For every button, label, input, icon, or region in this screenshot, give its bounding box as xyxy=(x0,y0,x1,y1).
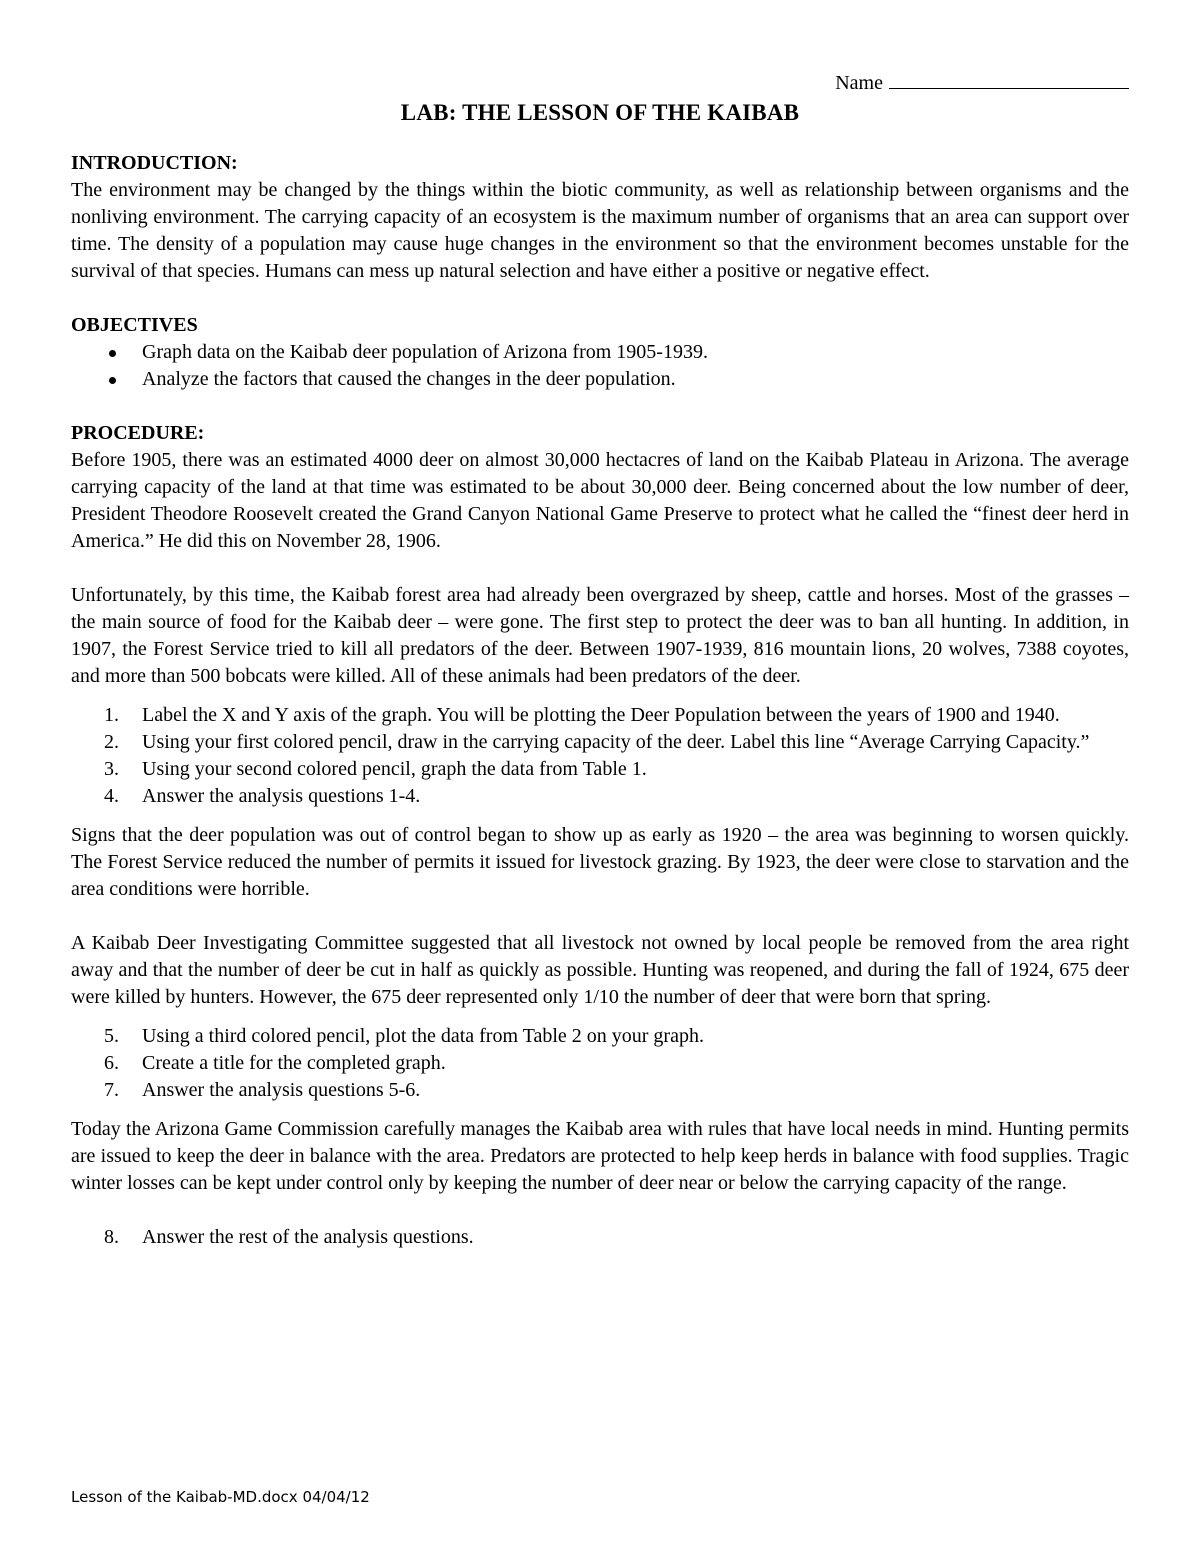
step-number: 2. xyxy=(104,731,119,753)
step-number: 1. xyxy=(104,704,119,726)
step-text: Answer the analysis questions 1-4. xyxy=(142,785,421,807)
objective-text: Analyze the factors that caused the changes in the deer population. xyxy=(142,368,676,390)
step-number: 4. xyxy=(104,785,119,807)
page-title: LAB: THE LESSON OF THE KAIBAB xyxy=(400,100,800,125)
step-text: Label the X and Y axis of the graph. You will be plotting the Deer Population between the years of 1900 and 1940. xyxy=(142,704,1060,726)
procedure-paragraph-3: Signs that the deer population was out of control began to show up as early as 1920 – the area was beginning to worsen quickly. The Forest Service reduced the number of permits it issued for livestock grazing. By 1923, the deer were close to starvation and the area conditions were horrible. xyxy=(71,824,1129,900)
steps-list-2 xyxy=(71,1023,1129,1104)
bullet-icon xyxy=(109,377,116,384)
procedure-heading: PROCEDURE: xyxy=(71,422,205,444)
objectives-heading: OBJECTIVES xyxy=(71,314,198,336)
list-item xyxy=(71,783,1129,810)
step-number: 8. xyxy=(104,1226,119,1248)
list-item xyxy=(71,1023,1129,1050)
procedure-paragraph-2: Unfortunately, by this time, the Kaibab forest area had already been overgrazed by sheep, cattle and horses. Most of the grasses – the main source of food for the Kaibab deer – were gone. The first step to protect the deer was to ban all hunting. In addition, in 1907, the Forest Service tried to kill all predators of the deer. Between 1907-1939, 816 mountain lions, 20 wolves, 7388 coyotes, and more than 500 bobcats were killed. All of these animals had been predators of the deer. xyxy=(71,584,1129,687)
list-item xyxy=(71,702,1129,729)
step-text: Using your first colored pencil, draw in the carrying capacity of the deer. Label this line “Average Carrying Capacity.” xyxy=(142,731,1090,753)
step-number: 3. xyxy=(104,758,119,780)
list-item xyxy=(71,366,1129,393)
page-footer: Lesson of the Kaibab-MD.docx 04/04/12 xyxy=(71,1488,370,1506)
name-blank-field[interactable] xyxy=(889,70,1129,89)
introduction-heading: INTRODUCTION: xyxy=(71,152,238,174)
step-text: Answer the rest of the analysis questions. xyxy=(142,1226,474,1248)
name-label: Name xyxy=(835,72,883,94)
steps-list-1 xyxy=(71,702,1129,810)
list-item xyxy=(71,1077,1129,1104)
procedure-paragraph-1: Before 1905, there was an estimated 4000 deer on almost 30,000 hectacres of land on the Kaibab Plateau in Arizona. The average carrying capacity of the land at that time was estimated to be about 30,000 deer. Being concerned about the low number of deer, President Theodore Roosevelt created the Grand Canyon National Game Preserve to protect what he called the “finest deer herd in America.” He did this on November 28, 1906. xyxy=(71,449,1129,552)
list-item xyxy=(71,756,1129,783)
name-line xyxy=(71,70,1129,98)
step-text: Create a title for the completed graph. xyxy=(142,1052,446,1074)
objective-text: Graph data on the Kaibab deer population of Arizona from 1905-1939. xyxy=(142,341,708,363)
document-body xyxy=(71,70,1129,1251)
step-text: Using a third colored pencil, plot the data from Table 2 on your graph. xyxy=(142,1025,704,1047)
list-item xyxy=(71,1050,1129,1077)
step-number: 5. xyxy=(104,1025,119,1047)
step-number: 6. xyxy=(104,1052,119,1074)
step-text: Answer the analysis questions 5-6. xyxy=(142,1079,421,1101)
introduction-paragraph: The environment may be changed by the things within the biotic community, as well as relationship between organisms and the nonliving environment. The carrying capacity of an ecosystem is the maximum number of organisms that an area can support over time. The density of a population may cause huge changes in the environment so that the environment becomes unstable for the survival of that species. Humans can mess up natural selection and have either a positive or negative effect. xyxy=(71,179,1129,282)
steps-list-3 xyxy=(71,1224,1129,1251)
bullet-icon xyxy=(109,350,116,357)
objectives-list xyxy=(71,339,1129,393)
step-number: 7. xyxy=(104,1079,119,1101)
list-item xyxy=(71,1224,1129,1251)
list-item xyxy=(71,729,1129,756)
procedure-paragraph-5: Today the Arizona Game Commission carefully manages the Kaibab area with rules that have local needs in mind. Hunting permits are issued to keep the deer in balance with the area. Predators are protected to help keep herds in balance with food supplies. Tragic winter losses can be kept under control only by keeping the number of deer near or below the carrying capacity of the range. xyxy=(71,1118,1129,1194)
list-item xyxy=(71,339,1129,366)
procedure-paragraph-4: A Kaibab Deer Investigating Committee suggested that all livestock not owned by local people be removed from the area right away and that the number of deer be cut in half as quickly as possible. Hunting was reopened, and during the fall of 1924, 675 deer were killed by hunters. However, the 675 deer represented only 1/10 the number of deer that were born that spring. xyxy=(71,932,1129,1008)
step-text: Using your second colored pencil, graph the data from Table 1. xyxy=(142,758,647,780)
